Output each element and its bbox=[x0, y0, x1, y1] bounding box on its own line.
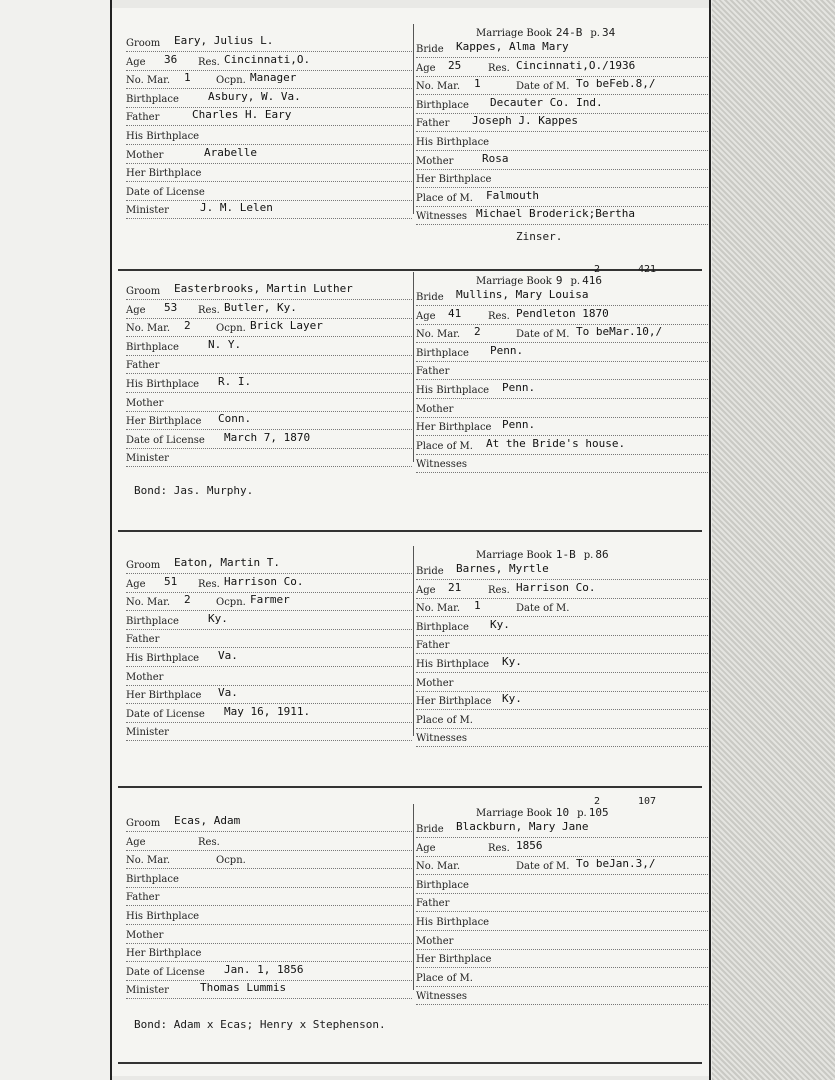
groom-label: Groom bbox=[126, 286, 161, 297]
date-of-license-label: Date of License bbox=[126, 434, 205, 446]
mother-label: Mother bbox=[416, 935, 454, 947]
bride-mother-row bbox=[416, 402, 708, 418]
her-birthplace-label: Her Birthplace bbox=[416, 696, 492, 708]
groom-birthplace-row bbox=[126, 611, 412, 630]
bond-note: Bond: Jas. Murphy. bbox=[134, 484, 254, 497]
bride-label: Bride bbox=[416, 566, 444, 577]
groom-no-mar-row bbox=[126, 321, 412, 337]
bride-age-row bbox=[416, 306, 708, 325]
groom-age: 51 bbox=[164, 574, 178, 588]
marriage-book-label: Marriage Book bbox=[476, 276, 552, 287]
record-separator bbox=[118, 786, 702, 788]
bride-his-birthplace-row bbox=[416, 135, 708, 151]
bride-bride-row bbox=[416, 822, 708, 838]
res-label: Res. bbox=[488, 62, 510, 74]
groom-date-of-license-row bbox=[126, 704, 412, 723]
minister-label: Minister bbox=[126, 985, 169, 997]
groom-no-mar-row bbox=[126, 853, 412, 869]
bride-label: Bride bbox=[416, 292, 444, 303]
groom-her-birthplace-row bbox=[126, 166, 412, 182]
groom-date-of-license: Jan. 1, 1856 bbox=[224, 962, 304, 976]
groom-father-row bbox=[126, 890, 412, 906]
age-label: Age bbox=[126, 56, 146, 68]
age-label: Age bbox=[416, 310, 436, 322]
birthplace-label: Birthplace bbox=[126, 93, 179, 105]
no-mar-label: No. Mar. bbox=[126, 855, 171, 867]
groom-his-birthplace-row bbox=[126, 909, 412, 925]
groom-father-row bbox=[126, 358, 412, 374]
marriage-record bbox=[112, 796, 710, 1062]
place-of-m-label: Place of M. bbox=[416, 714, 473, 726]
bride-his-birthplace: Ky. bbox=[502, 655, 522, 668]
record-separator bbox=[118, 1062, 702, 1064]
bride-no-mar: 1 bbox=[474, 77, 481, 91]
mother-label: Mother bbox=[416, 403, 454, 415]
bride-res: Harrison Co. bbox=[516, 580, 596, 594]
mother-label: Mother bbox=[126, 929, 164, 941]
marriage-record bbox=[112, 546, 710, 786]
no-mar-label: No. Mar. bbox=[126, 75, 171, 87]
marriage-book-ref bbox=[476, 274, 602, 287]
marriage-record bbox=[112, 264, 710, 530]
bride-witnesses-row bbox=[416, 989, 708, 1005]
groom-mother: Arabelle bbox=[204, 145, 257, 159]
witnesses-label: Witnesses bbox=[416, 211, 467, 223]
book-correction: 2 bbox=[594, 264, 601, 275]
his-birthplace-label: His Birthplace bbox=[126, 653, 200, 664]
marriage-book-ref bbox=[476, 548, 609, 561]
bride-birthplace: Ky. bbox=[490, 617, 510, 631]
groom-age: 36 bbox=[164, 52, 178, 66]
bride-place-of-m-row bbox=[416, 436, 708, 455]
marriage-book-number: 9 bbox=[555, 274, 563, 287]
bride-no-mar-row bbox=[416, 859, 708, 875]
res-label: Res. bbox=[198, 56, 220, 68]
bride-father-row bbox=[416, 896, 708, 912]
bride-her-birthplace: Ky. bbox=[502, 692, 522, 706]
his-birthplace-label: His Birthplace bbox=[126, 911, 200, 922]
groom-label: Groom bbox=[126, 818, 161, 829]
groom-birthplace-row bbox=[126, 337, 412, 356]
groom-mother-row bbox=[126, 145, 412, 164]
her-birthplace-label: Her Birthplace bbox=[416, 422, 492, 434]
bride-age-row bbox=[416, 838, 708, 857]
bride-his-birthplace-row bbox=[416, 383, 708, 399]
bride-father-row bbox=[416, 638, 708, 654]
witnesses-label: Witnesses bbox=[416, 991, 467, 1003]
groom-mother-row bbox=[126, 928, 412, 944]
groom-father-row bbox=[126, 632, 412, 648]
marriage-book-page: 105 bbox=[588, 806, 609, 819]
bride-birthplace-row bbox=[416, 95, 708, 114]
mother-label: Mother bbox=[416, 677, 454, 689]
bride-name: Mullins, Mary Louisa bbox=[456, 288, 589, 301]
groom-his-birthplace: Va. bbox=[218, 649, 238, 662]
bride-name: Barnes, Myrtle bbox=[456, 562, 549, 575]
age-label: Age bbox=[126, 304, 146, 316]
groom-her-birthplace-row bbox=[126, 946, 412, 962]
place-of-m-label: Place of M. bbox=[416, 972, 473, 984]
no-mar-label: No. Mar. bbox=[416, 329, 461, 341]
bride-mother: Rosa bbox=[482, 151, 509, 165]
bride-his-birthplace-row bbox=[416, 657, 708, 673]
bride-father-row bbox=[416, 116, 708, 132]
birthplace-label: Birthplace bbox=[126, 873, 179, 885]
groom-res: Harrison Co. bbox=[224, 574, 304, 588]
marriage-book-label: Marriage Book bbox=[476, 808, 552, 819]
groom-minister-row bbox=[126, 203, 412, 219]
bride-no-mar-row bbox=[416, 327, 708, 343]
groom-no-mar: 2 bbox=[184, 319, 191, 333]
bride-place-of-m: Falmouth bbox=[486, 188, 539, 202]
mother-label: Mother bbox=[126, 149, 164, 161]
marriage-book-ref bbox=[476, 806, 609, 819]
groom-ocpn: Farmer bbox=[250, 593, 290, 607]
record-separator bbox=[118, 269, 702, 271]
groom-name: Easterbrooks, Martin Luther bbox=[174, 282, 353, 295]
bride-age: 25 bbox=[448, 58, 462, 72]
groom-father-row bbox=[126, 110, 412, 126]
no-mar-label: No. Mar. bbox=[416, 603, 461, 615]
minister-label: Minister bbox=[126, 453, 169, 465]
groom-date-of-license-row bbox=[126, 185, 412, 201]
father-label: Father bbox=[416, 366, 450, 378]
no-mar-label: No. Mar. bbox=[126, 597, 171, 609]
bride-date-of-m: To beMar.10,/ bbox=[576, 325, 663, 339]
groom-minister-row bbox=[126, 983, 412, 999]
marriage-book-number: 1-B bbox=[555, 548, 576, 561]
birthplace-label: Birthplace bbox=[416, 621, 469, 633]
groom-birthplace: N. Y. bbox=[208, 337, 242, 351]
book-correction: 2 bbox=[594, 796, 601, 807]
groom-name: Ecas, Adam bbox=[174, 814, 241, 827]
age-label: Age bbox=[126, 578, 146, 590]
res-label: Res. bbox=[198, 578, 220, 590]
column-divider bbox=[413, 804, 414, 990]
groom-ocpn: Brick Layer bbox=[250, 319, 323, 333]
res-label: Res. bbox=[488, 584, 510, 596]
her-birthplace-label: Her Birthplace bbox=[416, 954, 492, 966]
bride-birthplace-row bbox=[416, 878, 708, 894]
mother-label: Mother bbox=[126, 671, 164, 683]
bride-name: Blackburn, Mary Jane bbox=[456, 820, 589, 833]
page-label: p. bbox=[583, 550, 594, 561]
groom-res: Cincinnati,O. bbox=[224, 52, 311, 66]
bride-witnesses: Michael Broderick;Bertha bbox=[476, 207, 635, 221]
bride-mother-row bbox=[416, 151, 708, 170]
bride-no-mar-row bbox=[416, 79, 708, 95]
res-label: Res. bbox=[488, 842, 510, 854]
groom-birthplace: Ky. bbox=[208, 611, 228, 625]
date-of-license-label: Date of License bbox=[126, 186, 205, 198]
groom-minister-row bbox=[126, 451, 412, 467]
groom-birthplace: Asbury, W. Va. bbox=[208, 89, 301, 103]
age-label: Age bbox=[126, 836, 146, 848]
bride-place-of-m: At the Bride's house. bbox=[486, 436, 626, 450]
groom-label: Groom bbox=[126, 38, 161, 49]
bride-res: Pendleton 1870 bbox=[516, 306, 609, 320]
birthplace-label: Birthplace bbox=[416, 879, 469, 891]
column-divider bbox=[413, 272, 414, 462]
ocpn-label: Ocpn. bbox=[216, 75, 246, 87]
her-birthplace-label: Her Birthplace bbox=[126, 690, 202, 702]
groom-groom-row bbox=[126, 284, 412, 300]
groom-mother-row bbox=[126, 396, 412, 412]
his-birthplace-label: His Birthplace bbox=[416, 137, 490, 148]
groom-date-of-license: May 16, 1911. bbox=[224, 704, 311, 718]
father-label: Father bbox=[126, 360, 160, 372]
date-of-license-label: Date of License bbox=[126, 966, 205, 978]
his-birthplace-label: His Birthplace bbox=[416, 659, 490, 670]
mother-label: Mother bbox=[416, 155, 454, 167]
groom-birthplace-row bbox=[126, 89, 412, 108]
scan-margin-right bbox=[712, 0, 835, 1080]
bride-witnesses-row bbox=[416, 209, 708, 225]
mother-label: Mother bbox=[126, 397, 164, 409]
his-birthplace-label: His Birthplace bbox=[416, 917, 490, 928]
date-of-m-label: Date of M. bbox=[516, 329, 570, 341]
groom-groom-row bbox=[126, 558, 412, 574]
groom-groom-row bbox=[126, 816, 412, 832]
bride-place-of-m-row bbox=[416, 188, 708, 207]
bride-age: 21 bbox=[448, 580, 462, 594]
ocpn-label: Ocpn. bbox=[216, 597, 246, 609]
birthplace-label: Birthplace bbox=[126, 615, 179, 627]
marriage-book-number: 10 bbox=[555, 806, 570, 819]
groom-father: Charles H. Eary bbox=[192, 108, 292, 122]
bride-date-of-m: To beJan.3,/ bbox=[576, 857, 656, 871]
groom-name: Eaton, Martin T. bbox=[174, 556, 280, 569]
no-mar-label: No. Mar. bbox=[416, 81, 461, 93]
witnesses-continued: Zinser. bbox=[516, 230, 563, 243]
groom-age-row bbox=[126, 300, 412, 319]
bride-birthplace: Penn. bbox=[490, 343, 524, 357]
her-birthplace-label: Her Birthplace bbox=[126, 168, 202, 180]
marriage-book-ref bbox=[476, 26, 615, 39]
groom-minister: J. M. Lelen bbox=[200, 201, 273, 215]
marriage-record bbox=[112, 24, 710, 269]
birthplace-label: Birthplace bbox=[416, 347, 469, 359]
groom-no-mar: 1 bbox=[184, 71, 191, 85]
bride-bride-row bbox=[416, 564, 708, 580]
age-label: Age bbox=[416, 62, 436, 74]
ocpn-label: Ocpn. bbox=[216, 855, 246, 867]
bride-birthplace-row bbox=[416, 617, 708, 636]
bride-label: Bride bbox=[416, 824, 444, 835]
date-of-license-label: Date of License bbox=[126, 708, 205, 720]
bride-birthplace: Decauter Co. Ind. bbox=[490, 95, 603, 109]
age-label: Age bbox=[416, 842, 436, 854]
her-birthplace-label: Her Birthplace bbox=[126, 416, 202, 428]
birthplace-label: Birthplace bbox=[126, 341, 179, 353]
father-label: Father bbox=[416, 118, 450, 130]
groom-his-birthplace-row bbox=[126, 651, 412, 667]
place-of-m-label: Place of M. bbox=[416, 440, 473, 452]
bride-place-of-m-row bbox=[416, 971, 708, 987]
her-birthplace-label: Her Birthplace bbox=[416, 174, 492, 186]
his-birthplace-label: His Birthplace bbox=[126, 131, 200, 142]
birthplace-label: Birthplace bbox=[416, 99, 469, 111]
father-label: Father bbox=[126, 112, 160, 124]
bride-father-row bbox=[416, 364, 708, 380]
minister-label: Minister bbox=[126, 205, 169, 217]
res-label: Res. bbox=[198, 304, 220, 316]
bride-no-mar: 1 bbox=[474, 599, 481, 613]
column-divider bbox=[413, 24, 414, 214]
his-birthplace-label: His Birthplace bbox=[416, 385, 490, 396]
father-label: Father bbox=[416, 898, 450, 910]
groom-age-row bbox=[126, 52, 412, 71]
witnesses-label: Witnesses bbox=[416, 733, 467, 745]
bride-res: 1856 bbox=[516, 838, 543, 852]
page-correction: 421 bbox=[638, 264, 657, 275]
record-separator bbox=[118, 530, 702, 532]
page-label: p. bbox=[570, 276, 581, 287]
bride-res: Cincinnati,O./1936 bbox=[516, 58, 636, 72]
bride-her-birthplace-row bbox=[416, 694, 708, 710]
bride-father: Joseph J. Kappes bbox=[472, 114, 578, 128]
groom-age-row bbox=[126, 835, 412, 851]
groom-date-of-license: March 7, 1870 bbox=[224, 430, 311, 444]
bride-no-mar: 2 bbox=[474, 325, 481, 339]
marriage-book-page: 34 bbox=[601, 26, 616, 39]
father-label: Father bbox=[126, 892, 160, 904]
groom-groom-row bbox=[126, 36, 412, 52]
no-mar-label: No. Mar. bbox=[416, 861, 461, 873]
father-label: Father bbox=[126, 634, 160, 646]
bride-her-birthplace-row bbox=[416, 420, 708, 436]
bride-name: Kappes, Alma Mary bbox=[456, 40, 569, 53]
res-label: Res. bbox=[198, 836, 220, 848]
bride-age: 41 bbox=[448, 306, 462, 320]
groom-no-mar: 2 bbox=[184, 593, 191, 607]
bride-witnesses-row bbox=[416, 731, 708, 747]
bride-bride-row bbox=[416, 290, 708, 306]
her-birthplace-label: Her Birthplace bbox=[126, 948, 202, 960]
age-label: Age bbox=[416, 584, 436, 596]
bride-no-mar-row bbox=[416, 601, 708, 617]
date-of-m-label: Date of M. bbox=[516, 81, 570, 93]
bride-her-birthplace-row bbox=[416, 952, 708, 968]
bride-mother-row bbox=[416, 934, 708, 950]
bride-her-birthplace: Penn. bbox=[502, 418, 536, 432]
bride-his-birthplace: Penn. bbox=[502, 381, 536, 394]
groom-birthplace-row bbox=[126, 872, 412, 888]
groom-age-row bbox=[126, 574, 412, 593]
groom-minister: Thomas Lummis bbox=[200, 981, 287, 995]
groom-date-of-license-row bbox=[126, 962, 412, 981]
marriage-book-number: 24-B bbox=[555, 26, 583, 39]
groom-his-birthplace-row bbox=[126, 377, 412, 393]
groom-name: Eary, Julius L. bbox=[174, 34, 274, 47]
bride-date-of-m: To beFeb.8,/ bbox=[576, 77, 656, 91]
groom-his-birthplace: R. I. bbox=[218, 375, 252, 388]
bride-birthplace-row bbox=[416, 343, 708, 362]
groom-ocpn: Manager bbox=[250, 71, 297, 85]
bride-his-birthplace-row bbox=[416, 915, 708, 931]
groom-her-birthplace-row bbox=[126, 688, 412, 704]
ocpn-label: Ocpn. bbox=[216, 323, 246, 335]
place-of-m-label: Place of M. bbox=[416, 192, 473, 204]
groom-no-mar-row bbox=[126, 595, 412, 611]
column-divider bbox=[413, 546, 414, 736]
bride-place-of-m-row bbox=[416, 713, 708, 729]
no-mar-label: No. Mar. bbox=[126, 323, 171, 335]
page-label: p. bbox=[590, 28, 600, 39]
date-of-m-label: Date of M. bbox=[516, 603, 570, 615]
groom-his-birthplace-row bbox=[126, 129, 412, 145]
groom-age: 53 bbox=[164, 300, 178, 314]
groom-no-mar-row bbox=[126, 73, 412, 89]
bride-witnesses-row bbox=[416, 457, 708, 473]
groom-mother-row bbox=[126, 670, 412, 686]
his-birthplace-label: His Birthplace bbox=[126, 379, 200, 390]
marriage-book-label: Marriage Book bbox=[476, 550, 552, 561]
bride-mother-row bbox=[416, 676, 708, 692]
groom-minister-row bbox=[126, 725, 412, 741]
bride-bride-row bbox=[416, 42, 708, 58]
res-label: Res. bbox=[488, 310, 510, 322]
groom-label: Groom bbox=[126, 560, 161, 571]
groom-her-birthplace-row bbox=[126, 414, 412, 430]
father-label: Father bbox=[416, 640, 450, 652]
bride-age-row bbox=[416, 58, 708, 77]
bride-age-row bbox=[416, 580, 708, 599]
groom-date-of-license-row bbox=[126, 430, 412, 449]
groom-res: Butler, Ky. bbox=[224, 300, 297, 314]
bond-note: Bond: Adam x Ecas; Henry x Stephenson. bbox=[134, 1018, 386, 1031]
witnesses-label: Witnesses bbox=[416, 459, 467, 471]
date-of-m-label: Date of M. bbox=[516, 861, 570, 873]
groom-her-birthplace: Conn. bbox=[218, 412, 252, 426]
bride-label: Bride bbox=[416, 44, 444, 55]
scan-margin-left bbox=[0, 0, 112, 1080]
marriage-book-page: 416 bbox=[582, 274, 602, 287]
marriage-book-label: Marriage Book bbox=[476, 28, 552, 39]
page-label: p. bbox=[577, 808, 587, 819]
groom-her-birthplace: Va. bbox=[218, 686, 238, 700]
page-correction: 107 bbox=[638, 796, 657, 807]
bride-her-birthplace-row bbox=[416, 172, 708, 188]
marriage-book-page: 86 bbox=[595, 548, 609, 561]
minister-label: Minister bbox=[126, 727, 169, 739]
